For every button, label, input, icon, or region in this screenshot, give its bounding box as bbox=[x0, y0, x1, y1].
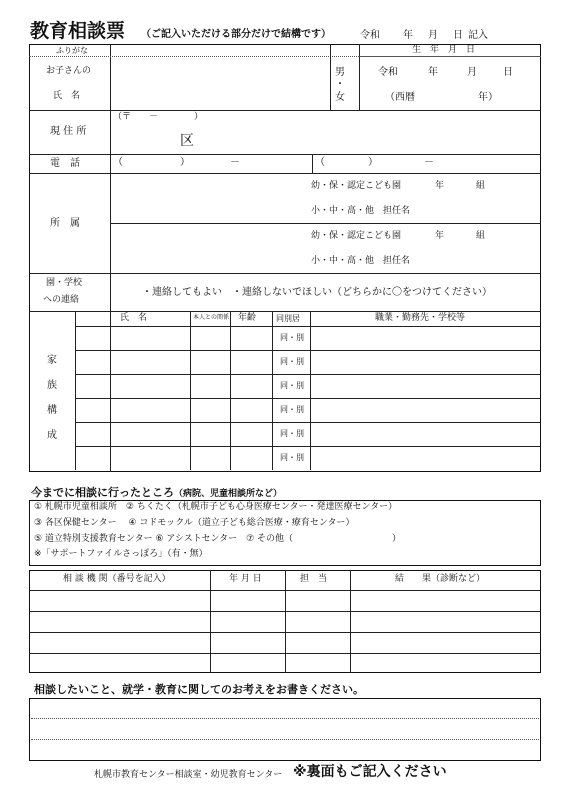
history-header-sep bbox=[29, 590, 541, 591]
phone2-dash: － bbox=[424, 157, 434, 168]
history-header-date: 年 月 日 bbox=[229, 574, 262, 584]
history-row-sep-1 bbox=[29, 611, 541, 612]
row-sep-address bbox=[29, 154, 541, 155]
phone1-open: （ bbox=[113, 157, 123, 168]
sex-col-right bbox=[359, 44, 360, 110]
date-day: 日 bbox=[453, 30, 463, 41]
history-row-sep-2 bbox=[29, 632, 541, 633]
postal-code: （〒 － ） bbox=[113, 112, 204, 122]
family-living-value: 同・別 bbox=[280, 381, 304, 390]
request-box bbox=[29, 698, 541, 761]
ward-label: 区 bbox=[180, 133, 194, 149]
birth-header-line bbox=[359, 56, 541, 57]
aff1-school: 幼・保・認定こども園 bbox=[311, 181, 402, 191]
phone2-close: ） bbox=[368, 157, 378, 168]
affiliation-label: 所 属 bbox=[50, 218, 80, 229]
page-title: 教育相談票 bbox=[30, 20, 126, 42]
contact-label-1: 園・学校 bbox=[46, 278, 83, 288]
aff1-teacher: 担任名 bbox=[383, 206, 411, 216]
phone1-close: ） bbox=[180, 157, 190, 168]
label-column-divider bbox=[110, 44, 111, 472]
child-label-2: 氏 名 bbox=[53, 91, 81, 101]
family-living-value: 同・別 bbox=[280, 405, 304, 414]
history-row-sep-3 bbox=[29, 653, 541, 654]
phone-label: 電 話 bbox=[50, 158, 80, 169]
title-note: （ご記入いただける部分だけで結構です） bbox=[141, 29, 331, 40]
aff2-levels: 小・中・高・他 bbox=[311, 256, 375, 266]
footer-org: 札幌市教育センター相談室・幼児教育センター bbox=[94, 770, 283, 780]
family-header-sep bbox=[75, 326, 541, 327]
footer-notice: ※裏面もご記入ください bbox=[293, 764, 447, 780]
history-col-2 bbox=[285, 570, 286, 673]
history-option-2: ③ 各区保健センター ④ コドモックル（道立子ども総合医療・療育センター） bbox=[34, 518, 355, 528]
family-header-relation: 本人との関係 bbox=[193, 314, 230, 321]
aff1-year: 年 bbox=[435, 181, 445, 191]
family-living-value: 同・別 bbox=[280, 453, 304, 462]
history-col-3 bbox=[350, 570, 351, 673]
family-char-4: 成 bbox=[47, 430, 57, 441]
family-char-2: 族 bbox=[47, 380, 57, 391]
date-era: 令和 bbox=[360, 30, 380, 41]
affiliation-mid-sep bbox=[110, 223, 541, 224]
address-label: 現 住 所 bbox=[50, 126, 87, 137]
row-sep-affiliation bbox=[29, 273, 541, 274]
aff2-school: 幼・保・認定こども園 bbox=[311, 231, 402, 241]
family-living-value: 同・別 bbox=[280, 333, 304, 342]
date-year: 年 bbox=[403, 30, 413, 41]
birth-era: 令和 bbox=[378, 67, 398, 78]
family-char-3: 構 bbox=[47, 405, 57, 416]
request-title: 相談したいこと、就学・教育に関してのお考えをお書きください。 bbox=[34, 683, 364, 696]
birth-day: 日 bbox=[503, 67, 513, 78]
furigana-label: ふりがな bbox=[56, 46, 88, 55]
family-header-age: 年齢 bbox=[238, 313, 257, 323]
history-option-3: ⑤ 道立特別支援教育センター ⑥ アシストセンター ⑦ その他（ ） bbox=[34, 534, 402, 544]
aff1-levels: 小・中・高・他 bbox=[311, 206, 375, 216]
family-char-1: 家 bbox=[47, 355, 57, 366]
phone1-dash: － bbox=[230, 157, 240, 168]
contact-options: ・連絡してもよい ・連絡しないでほしい（どちらかに〇をつけてください） bbox=[142, 287, 492, 298]
birth-month: 月 bbox=[467, 67, 477, 78]
family-living-value: 同・別 bbox=[280, 357, 304, 366]
child-label-1: お子さんの bbox=[46, 66, 92, 76]
history-option-4: ※「サポートファイルさっぽろ」（有・無） bbox=[34, 549, 208, 559]
family-living-value: 同・別 bbox=[280, 429, 304, 438]
history-title-main: 今までに相談に行ったところ bbox=[31, 486, 174, 499]
sex-dot: ・ bbox=[335, 79, 345, 90]
request-line-2 bbox=[31, 739, 539, 740]
date-month: 月 bbox=[428, 30, 438, 41]
history-title-note: （病院、児童相談所など） bbox=[174, 489, 283, 499]
date-suffix: 記入 bbox=[468, 30, 488, 41]
history-header-agency: 相 談 機 関（番号を記入） bbox=[63, 574, 171, 584]
phone2-open: （ bbox=[315, 157, 325, 168]
sex-col-left bbox=[330, 44, 331, 110]
family-header-living: 同別居 bbox=[276, 314, 300, 323]
furigana-line bbox=[29, 56, 359, 57]
history-title bbox=[31, 487, 282, 499]
family-header-job: 職業・勤務先・学校等 bbox=[375, 313, 466, 323]
family-row-sep bbox=[75, 446, 541, 447]
family-row-sep bbox=[75, 398, 541, 399]
phone-divider bbox=[312, 154, 313, 173]
family-row-sep bbox=[75, 374, 541, 375]
history-option-1: ① 札幌市児童相談所 ② ちくたく（札幌市子ども心身医療センター・発達医療センター） bbox=[34, 502, 398, 512]
aff2-year: 年 bbox=[435, 231, 445, 241]
aff2-teacher: 担任名 bbox=[383, 256, 411, 266]
family-row-sep bbox=[75, 350, 541, 351]
aff1-class: 組 bbox=[476, 181, 486, 191]
birth-western-close: 年） bbox=[478, 92, 498, 103]
history-header-result: 結 果（診断など） bbox=[395, 574, 486, 584]
row-sep-name bbox=[29, 110, 541, 111]
row-sep-contact bbox=[29, 311, 541, 312]
history-col-1 bbox=[210, 570, 211, 673]
family-header-name: 氏 名 bbox=[120, 313, 148, 323]
birth-header: 生 年 月 日 bbox=[412, 45, 476, 55]
sex-female: 女 bbox=[335, 92, 345, 103]
history-header-staff: 担 当 bbox=[300, 574, 328, 584]
row-sep-phone bbox=[29, 173, 541, 174]
sex-male: 男 bbox=[335, 67, 345, 78]
birth-western-open: （西暦 bbox=[385, 92, 415, 103]
request-line-1 bbox=[31, 718, 539, 719]
family-row-sep bbox=[75, 422, 541, 423]
aff2-class: 組 bbox=[476, 231, 486, 241]
birth-year: 年 bbox=[428, 67, 438, 78]
contact-label-2: への連絡 bbox=[43, 295, 80, 305]
